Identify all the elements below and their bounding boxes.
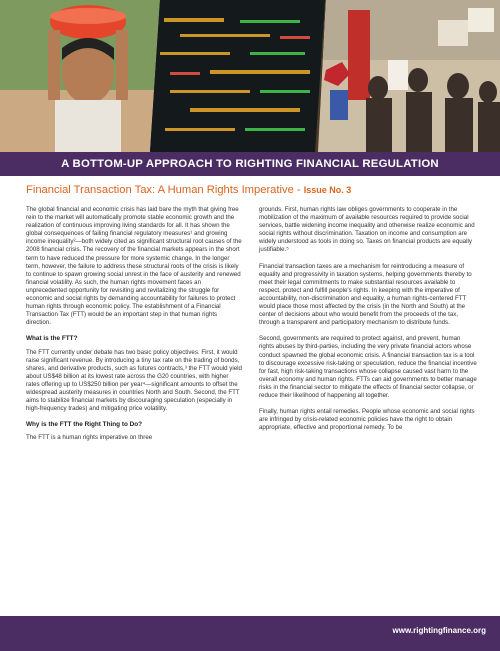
footer-url-link[interactable]: www.rightingfinance.org	[392, 626, 486, 635]
headline-bar	[0, 152, 500, 176]
subtitle-title: Financial Transaction Tax: A Human Rights Imperative -	[26, 184, 304, 196]
stock-ticker-photo	[150, 0, 325, 152]
paragraph: Second, governments are required to protect against, and prevent, human rights abuses by third-parties, including the very private financial actors whose conduct spawned the global economic crisis. A financial transaction tax is a tool to discourage excessive risk-taking or speculation, reduce the financial incentive for fast, high risk-taking transactions whose collapse caused vast harm to the overall economy and human rights. FTTs can aid governments to better manage risks in the financial sector to mitigate the effects of financial sector collapse, or reduce their likelihood of happening all together.	[259, 335, 477, 399]
article-subtitle	[26, 184, 351, 196]
child-with-basket-photo	[0, 0, 160, 152]
paragraph: The FTT currently under debate has two basic policy objectives. First, it would raise significant revenue. By introducing a tiny tax rate on the trading of bonds, shares, and derivative products, such as futures contracts,³ the FTT would yield about US$48 billion at its lowest rate across the G20 countries, with higher rates offering up to US$250 billion per year⁴—significant amounts to offset the widespread austerity measures in countries North and South. Second, the FTT aims to stabilize financial markets by discouraging speculation (especially in high-frequency trades) and mitigating price volatility.	[26, 348, 242, 413]
paragraph: Finally, human rights entail remedies. People whose economic and social rights are infringed by crisis-related economic policies have the right to obtain appropriate, effective and proportional remedy. To be	[259, 408, 475, 432]
section-heading-why-ftt: Why is the FTT the Right Thing to Do?	[26, 421, 143, 429]
photo-banner	[0, 0, 500, 152]
paragraph: Financial transaction taxes are a mechanism for reintroducing a measure of equality and progressivity in taxation systems, helping governments thereby to meet their legal commitments to make substantial resources available to respect, protect and fulfill people's rights. In keeping with the imperative of accountability, non-discrimination and equality, a human rights-centered FTT would place those most affected by the crisis (in the North and South) at the center of decisions about who would benefit from the proceeds of the tax, through a transparent and participatory mechanism to distribute funds.	[259, 262, 472, 327]
paragraph: The FTT is a human rights imperative on three	[26, 434, 153, 442]
section-heading-what-is-ftt: What is the FTT?	[26, 335, 78, 343]
intro-paragraph: The global financial and economic crisis has laid bare the myth that giving free rein to the market will automatically promote stable economic growth and the realization of continuous improving living standards for all. It has shown the global consequences of failing financial regulatory measures¹ and growing income inequality²—both widely cited as significant structural root causes of the 2008 financial crisis. The recovery of the financial markets appears in the short term to have reduced the pressure for more systemic change. In the longer term, however, the failure to address these structural roots of the crisis is likely to continue to spawn growing social unrest in the face of austerity and renewed financial volatility. As such, the human rights movement faces an unprecedented opportunity for revisiting and revitalizing the struggle for economic and social rights by demanding accountability for failures to protect human rights through economic policy. The establishment of a Financial Transaction Tax (FTT) would be an important step in that human rights direction.	[26, 206, 242, 327]
right-column	[259, 206, 477, 606]
protest-crowd-photo	[318, 0, 500, 152]
issue-number: Issue No. 3	[303, 185, 352, 195]
page-headline: A BOTTOM-UP APPROACH TO RIGHTING FINANCIAL REGULATION	[61, 158, 439, 170]
paragraph: grounds. First, human rights law obliges governments to cooperate in the mobilization of the maximum of available resources required to provide social services, battle widening income inequality and otherwise realize economic and social rights without discrimination. Taxation on income and consumption are widely understood as tools in doing so. Taxes on financial products are equally justifiable.⁵	[259, 206, 475, 254]
left-column	[26, 206, 243, 606]
footer-bar	[0, 616, 500, 651]
